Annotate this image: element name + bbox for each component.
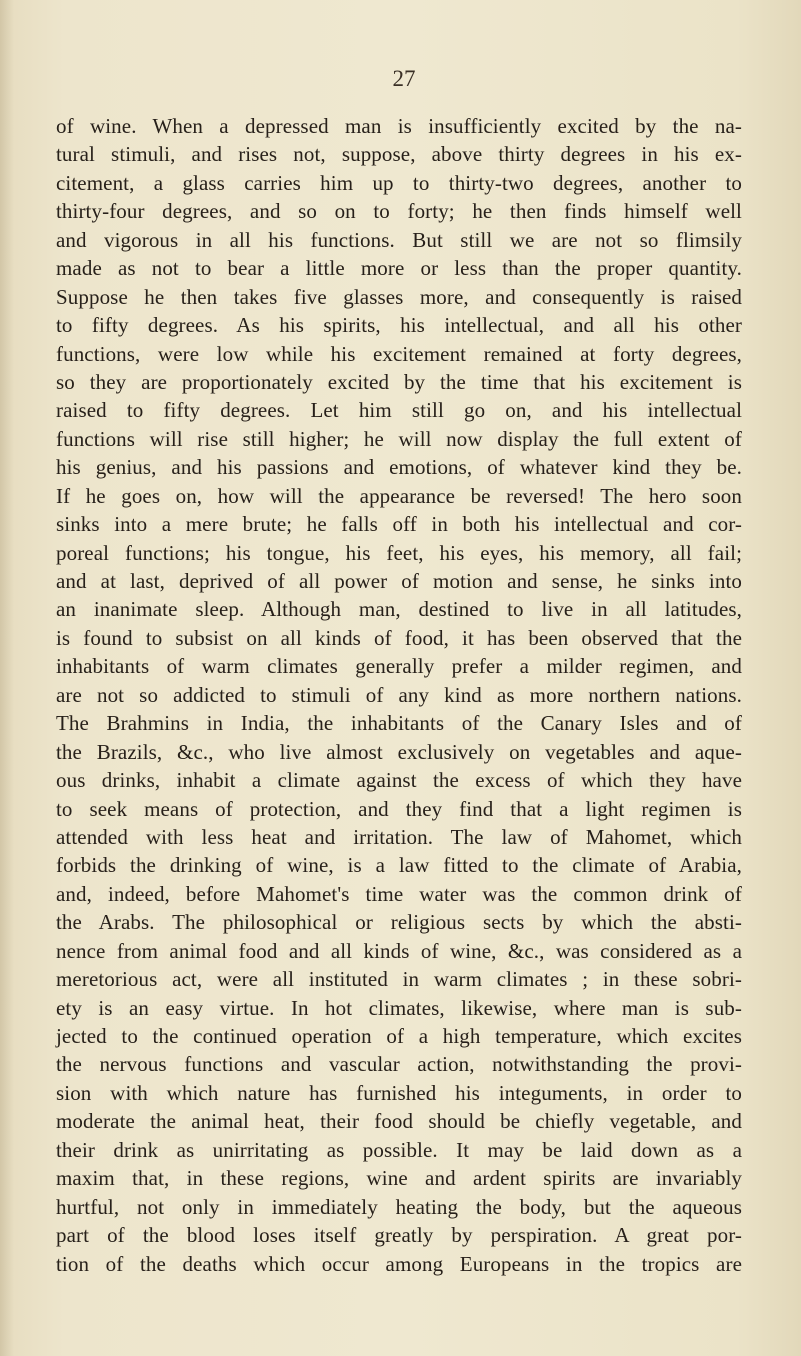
text-line: hurtful, not only in immediately heating the body, but the aqueous [56,1194,742,1219]
text-line: citement, a glass carries him up to thirty-two degrees, another to [56,170,742,195]
text-line: of wine. When a depressed man is insufficiently excited by the na- [56,114,742,138]
text-line: thirty-four degrees, and so on to forty; he then finds himself well [56,199,742,224]
text-line: an inanimate sleep. Although man, destined to live in all latitudes, [56,597,742,622]
text-line: made as not to bear a little more or less than the proper quantity. [56,256,742,281]
text-line: are not so addicted to stimuli of any kind as more northern nations. [56,682,742,707]
text-line: raised to fifty degrees. Let him still go on, and his intellectual [56,398,742,423]
text-line: If he goes on, how will the appearance be reversed! The hero soon [56,483,742,508]
text-line: and, indeed, before Mahomet's time water was the common drink of [56,881,742,906]
text-line: forbids the drinking of wine, is a law fitted to the climate of Arabia, [56,853,742,878]
text-line: part of the blood loses itself greatly by perspiration. A great por- [56,1223,742,1248]
text-line: jected to the continued operation of a high temperature, which excites [56,1024,742,1048]
text-line: the Brazils, &c., who live almost exclusively on vegetables and aque- [56,739,742,764]
spine-shadow [0,0,14,1356]
text-line: Suppose he then takes five glasses more, and consequently is raised [56,284,742,309]
text-line: functions, were low while his excitement remained at forty degrees, [56,341,742,366]
text-line: the Arabs. The philosophical or religious sects by which the absti- [56,910,742,935]
text-line: to seek means of protection, and they find that a light regimen is [56,796,742,821]
text-line: so they are proportionately excited by the time that his excitement is [56,369,742,394]
text-line: ety is an easy virtue. In hot climates, likewise, where man is sub- [56,995,742,1020]
text-line: tural stimuli, and rises not, suppose, above thirty degrees in his ex- [56,142,742,167]
text-line: sion with which nature has furnished his integuments, in order to [56,1080,742,1105]
text-line: tion of the deaths which occur among Europeans in the tropics are [56,1251,742,1276]
page-number: 27 [392,66,416,91]
text-line: ous drinks, inhabit a climate against the excess of which they have [56,768,742,793]
text-line: and vigorous in all his functions. But still we are not so flimsily [56,227,742,252]
text-line: is found to subsist on all kinds of food, it has been observed that the [56,625,742,650]
text-line: meretorious act, were all instituted in warm climates ; in these sobri- [56,967,742,992]
text-line: attended with less heat and irritation. The law of Mahomet, which [56,824,742,849]
text-line: poreal functions; his tongue, his feet, his eyes, his memory, all fail; [56,540,742,565]
text-line: moderate the animal heat, their food should be chiefly vegetable, and [56,1109,742,1134]
body-text [56,112,742,1278]
text-line: The Brahmins in India, the inhabitants of the Canary Isles and of [56,711,742,736]
text-line: and at last, deprived of all power of motion and sense, he sinks into [56,569,742,593]
text-line: their drink as unirritating as possible. It may be laid down as a [56,1137,742,1162]
text-line: the nervous functions and vascular action, notwithstanding the provi- [56,1052,742,1077]
text-line: nence from animal food and all kinds of wine, &c., was considered as a [56,938,742,963]
text-line: to fifty degrees. As his spirits, his intellectual, and all his other [56,313,742,338]
text-line: his genius, and his passions and emotions, of whatever kind they be. [56,455,742,480]
text-line: functions will rise still higher; he will now display the full extent of [56,426,742,451]
text-line: sinks into a mere brute; he falls off in both his intellectual and cor- [56,512,742,537]
text-line: maxim that, in these regions, wine and ardent spirits are invariably [56,1166,742,1191]
text-line: inhabitants of warm climates generally prefer a milder regimen, and [56,654,742,679]
